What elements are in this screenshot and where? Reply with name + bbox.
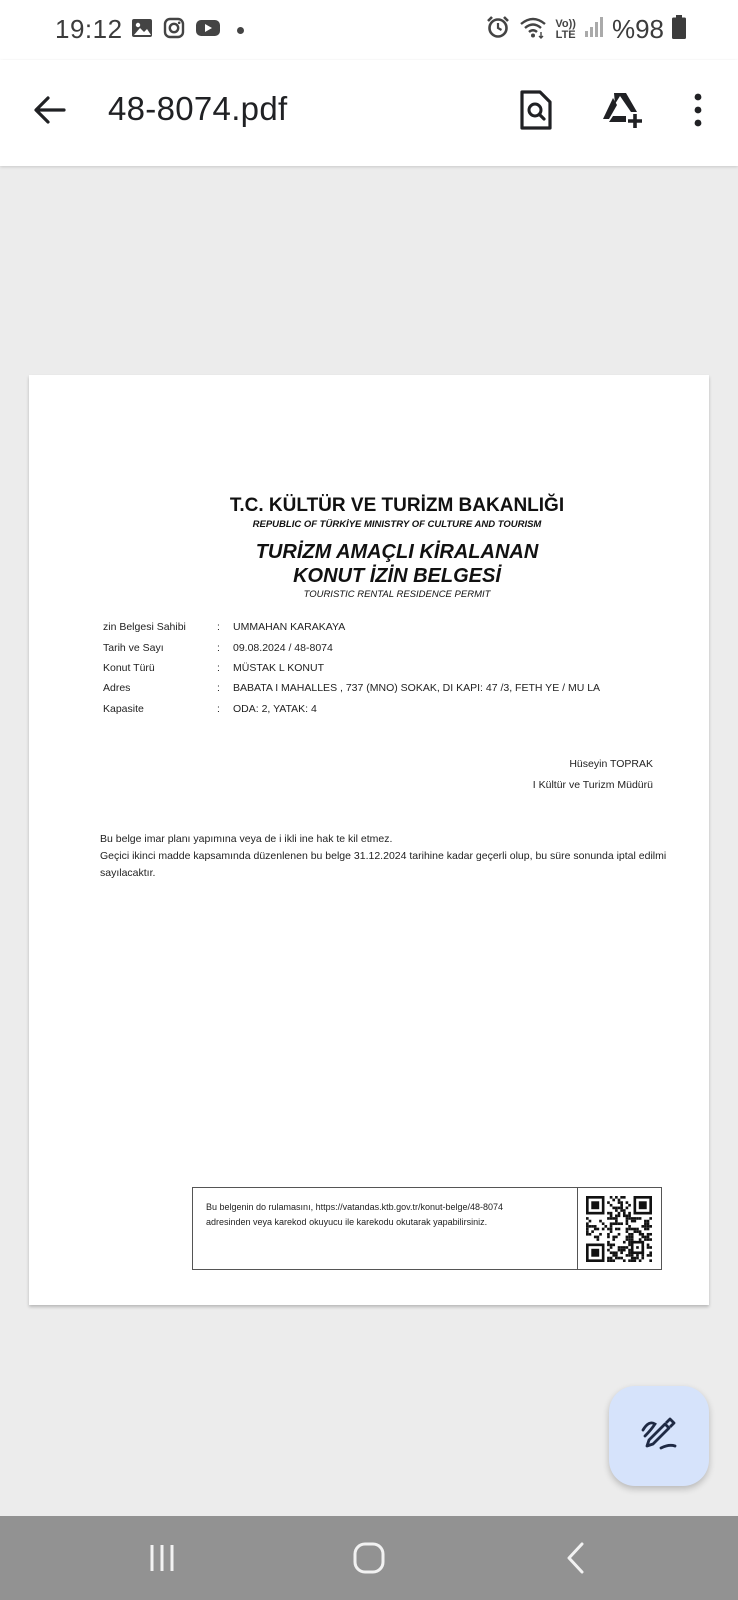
app-bar [0,60,738,166]
status-notification-icons [131,17,244,44]
notice-line1: Bu belge imar planı yapımına veya de i ikli ine hak te kil etmez. [100,833,393,845]
back-arrow-icon[interactable] [30,90,70,130]
recent-apps-icon[interactable] [132,1536,192,1580]
ministry-heading-en: REPUBLIC OF TÜRKİYE MINISTRY OF CULTURE AND TOURISM [252,519,542,530]
wifi-icon [519,15,547,44]
status-time: 19:12 [55,14,123,44]
battery-percent: %98 [611,14,664,44]
lte-indicator: Vo)) LTE [555,17,576,41]
status-bar [0,0,738,60]
pdf-page[interactable]: T.C. KÜLTÜR VE TURİZM BAKANLIĞI REPUBLIC OF TÜRKİYE MINISTRY OF CULTURE AND TOURISM TURİZM AMAÇLI KİRALANAN KONUT İZİN BELGESİ TOURISTIC RENTAL RESIDENCE PERMIT zin Belgesi Sahibi : UMMAHAN KARAKAYA Tarih ve Sayı : 09.08.2024 / 48-8074 Konut Türü : MÜSTAK L KONUT Adres : BABATA I MAHALLES , 737 (MNO) SOKAK, DI KAPI: 47 /3, FETH YE / MU LA Kapasite : ODA: 2, YATAK: 4 Hüseyin TOPRAK I Kültür ve Turizm Müdürü Bu belge imar planı yapımına veya de i ikli ine hak te kil etmez. Geçici ikinci madde kapsamında düzenlenen bu belge 31.12.2024 tarihine kadar geçerli olup, bu süre sonunda iptal edilmi sayılacaktır. Bu belgenin do rulamasını, https://vatandas.ktb.gov.tr/konut-belge/48-8074 adresinden veya karekod okuyucu ile karekodu okutarak yapabilirsiniz. [29,375,709,1305]
qr-code [586,1196,652,1262]
document-title: 48-8074.pdf [108,90,288,127]
navigation-bar [0,1516,738,1600]
signer-title: I Kültür ve Turizm Müdürü [532,779,653,791]
ministry-heading: T.C. KÜLTÜR VE TURİZM BAKANLIĞI [229,495,565,516]
permit-title-en: TOURISTIC RENTAL RESIDENCE PERMIT [303,589,491,600]
search-in-document-icon[interactable] [512,86,560,134]
gallery-icon [131,18,153,43]
signer-name: Hüseyin TOPRAK [569,758,653,770]
back-nav-icon[interactable] [546,1536,606,1580]
permit-title-line1: TURİZM AMAÇLI KİRALANAN [255,541,539,563]
battery-icon [672,15,686,44]
notification-dot [237,27,244,34]
status-system-icons [485,14,686,45]
add-to-drive-icon[interactable] [598,86,646,134]
instagram-icon [163,17,185,44]
alarm-icon [485,14,511,45]
verification-box [192,1187,662,1270]
signal-icon [584,16,604,43]
youtube-icon [195,18,221,43]
more-options-icon[interactable] [674,86,722,134]
verification-divider [577,1188,578,1269]
verification-text: Bu belgenin do rulamasını, https://vatandas.ktb.gov.tr/konut-belge/48-8074 adresinden veya karekod okuyucu ile karekodu okutarak yapabilirsiniz. [206,1202,504,1227]
home-icon[interactable] [339,1536,399,1580]
annotate-fab[interactable] [609,1386,709,1486]
permit-title-line2: KONUT İZİN BELGESİ [293,565,501,587]
notice-line2: Geçici ikinci madde kapsamında düzenlenen bu belge 31.12.2024 tarihine kadar geçerli olup, bu süre sonunda iptal edilmi sayılacaktır. [100,850,667,879]
edit-annotate-icon [639,1414,679,1459]
